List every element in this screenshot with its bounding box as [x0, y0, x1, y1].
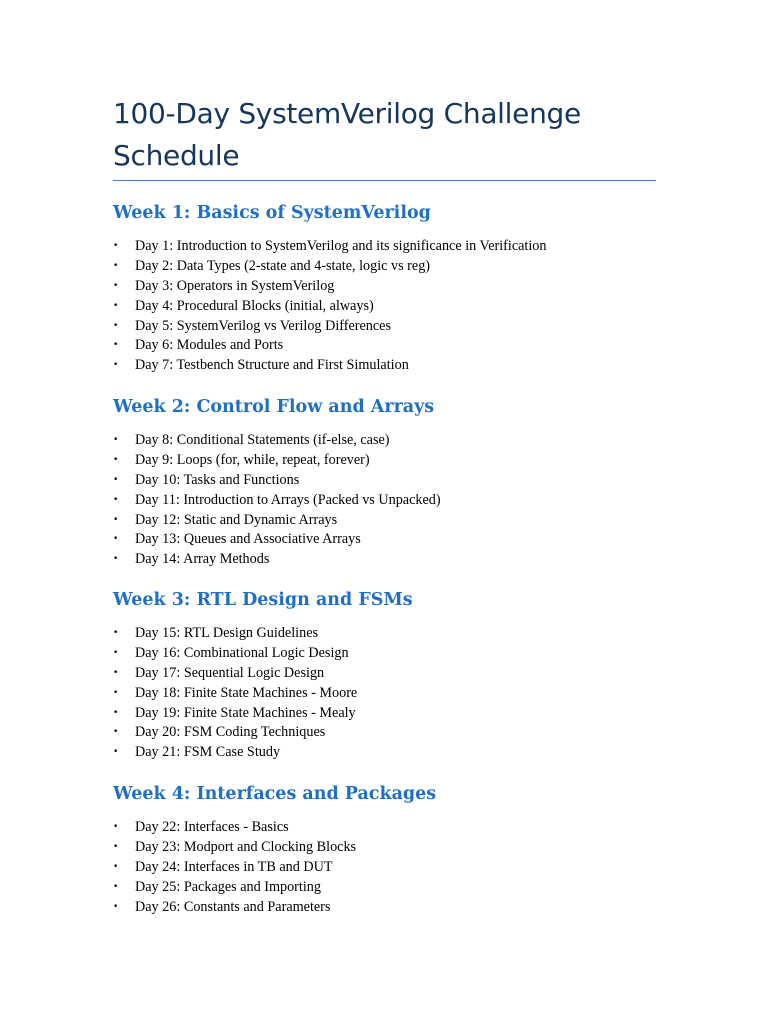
list-item [113, 664, 357, 684]
title-divider [113, 180, 656, 181]
list-item [113, 530, 441, 550]
bullet-icon: • [113, 628, 119, 638]
day-text: Day 5: SystemVerilog vs Verilog Differences [135, 317, 391, 334]
bullet-icon: • [113, 474, 119, 485]
list-item [113, 491, 441, 511]
bullet-icon: • [113, 360, 119, 371]
list-item [113, 451, 441, 471]
list-item [113, 818, 356, 838]
bullet-icon: • [113, 647, 119, 658]
day-text: Day 4: Procedural Blocks (initial, always) [135, 297, 374, 314]
bullet-icon: • [113, 435, 119, 445]
list-item [113, 644, 357, 664]
list-item [113, 237, 546, 257]
day-text: Day 10: Tasks and Functions [135, 471, 300, 488]
day-text: Day 12: Static and Dynamic Arrays [135, 511, 338, 528]
bullet-icon: • [113, 514, 119, 525]
list-item [113, 743, 357, 763]
bullet-icon: • [113, 280, 119, 291]
week-heading: Week 1: Basics of SystemVerilog [113, 203, 431, 223]
bullet-icon: • [113, 320, 119, 331]
day-text: Day 13: Queues and Associative Arrays [135, 531, 361, 548]
bullet-icon: • [113, 901, 119, 912]
day-text: Day 23: Modport and Clocking Blocks [135, 838, 357, 855]
day-text: Day 8: Conditional Statements (if-else, case) [135, 432, 390, 448]
week-section-4 [113, 781, 673, 915]
day-list [113, 818, 356, 917]
bullet-icon: • [113, 260, 119, 271]
bullet-icon: • [113, 534, 119, 545]
list-item [113, 723, 357, 743]
list-item [113, 838, 356, 858]
day-text: Day 11: Introduction to Arrays (Packed vs Unpacked) [135, 491, 441, 508]
day-text: Day 2: Data Types (2-state and 4-state, logic vs reg) [135, 257, 431, 274]
list-item [113, 898, 356, 918]
bullet-icon: • [113, 454, 119, 465]
bullet-icon: • [113, 340, 119, 351]
list-item [113, 356, 546, 376]
bullet-icon: • [113, 822, 119, 832]
day-text: Day 9: Loops (for, while, repeat, forever) [135, 451, 370, 468]
day-list [113, 431, 441, 570]
bullet-icon: • [113, 881, 119, 892]
list-item [113, 858, 356, 878]
list-item [113, 277, 546, 297]
day-text: Day 18: Finite State Machines - Moore [135, 684, 358, 701]
bullet-icon: • [113, 687, 119, 698]
list-item [113, 704, 357, 724]
day-text: Day 1: Introduction to SystemVerilog and its significance in Verification [135, 238, 547, 254]
bullet-icon: • [113, 861, 119, 872]
list-item [113, 511, 441, 531]
list-item [113, 297, 546, 317]
list-item [113, 684, 357, 704]
day-list [113, 237, 546, 376]
week-section-1 [113, 200, 673, 374]
list-item [113, 257, 546, 277]
day-text: Day 15: RTL Design Guidelines [135, 625, 319, 641]
list-item [113, 624, 357, 644]
day-text: Day 17: Sequential Logic Design [135, 664, 325, 681]
page-title: 100-Day SystemVerilog Challenge Schedule [113, 97, 581, 172]
week-heading: Week 2: Control Flow and Arrays [113, 397, 435, 417]
day-text: Day 3: Operators in SystemVerilog [135, 277, 335, 294]
day-text: Day 24: Interfaces in TB and DUT [135, 858, 333, 875]
week-section-2 [113, 394, 673, 568]
bullet-icon: • [113, 841, 119, 852]
week-heading: Week 3: RTL Design and FSMs [113, 590, 413, 610]
day-text: Day 16: Combinational Logic Design [135, 644, 349, 661]
bullet-icon: • [113, 300, 119, 311]
day-text: Day 6: Modules and Ports [135, 337, 284, 354]
day-text: Day 26: Constants and Parameters [135, 898, 331, 915]
day-text: Day 25: Packages and Importing [135, 878, 321, 895]
list-item [113, 317, 546, 337]
bullet-icon: • [113, 707, 119, 718]
day-text: Day 22: Interfaces - Basics [135, 819, 289, 835]
day-text: Day 20: FSM Coding Techniques [135, 724, 326, 741]
day-text: Day 14: Array Methods [135, 551, 270, 568]
bullet-icon: • [113, 667, 119, 678]
list-item [113, 550, 441, 570]
list-item [113, 878, 356, 898]
day-list [113, 624, 357, 763]
day-text: Day 7: Testbench Structure and First Simulation [135, 357, 409, 374]
week-section-3 [113, 587, 673, 761]
bullet-icon: • [113, 554, 119, 565]
day-text: Day 21: FSM Case Study [135, 744, 281, 761]
bullet-icon: • [113, 727, 119, 738]
list-item [113, 431, 441, 451]
bullet-icon: • [113, 747, 119, 758]
bullet-icon: • [113, 494, 119, 505]
bullet-icon: • [113, 241, 119, 251]
week-heading: Week 4: Interfaces and Packages [113, 784, 437, 804]
list-item [113, 336, 546, 356]
day-text: Day 19: Finite State Machines - Mealy [135, 704, 356, 721]
list-item [113, 471, 441, 491]
